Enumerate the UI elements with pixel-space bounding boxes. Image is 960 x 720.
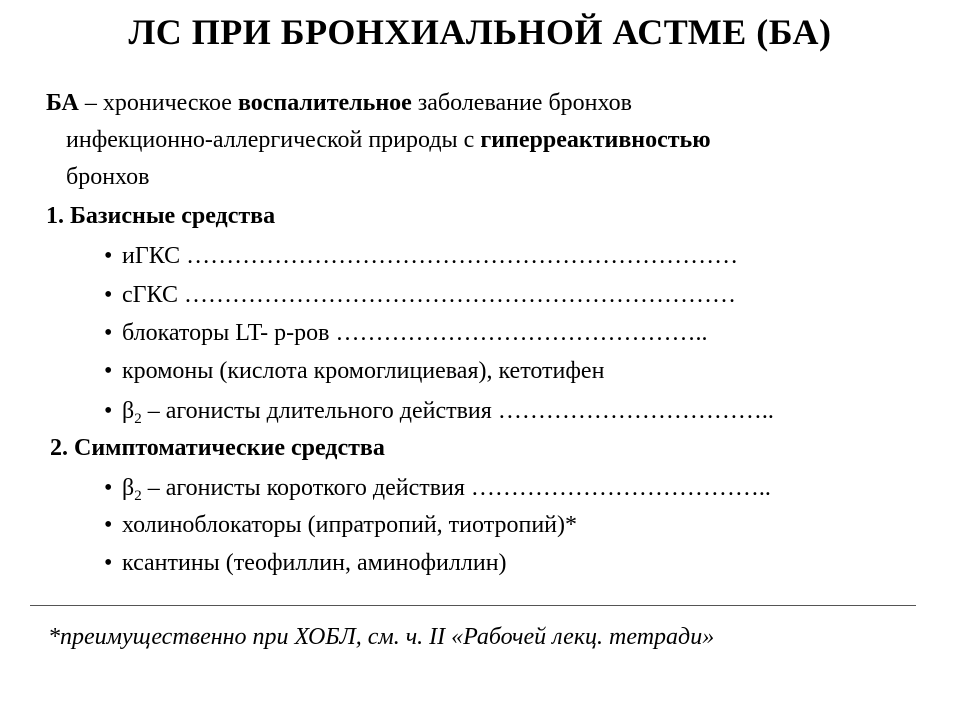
beta-subscript: 2 xyxy=(134,411,142,427)
bullet-icon: • xyxy=(104,358,113,384)
definition-line-1 xyxy=(46,88,632,118)
definition-bold-inflammatory: воспалительное xyxy=(237,90,412,116)
list-item xyxy=(104,548,507,578)
beta-symbol: β xyxy=(122,475,135,501)
list-item-text: иГКС …………………………………………………………… xyxy=(122,243,739,269)
bullet-icon: • xyxy=(104,282,113,308)
list-item-text: – агонисты длительного действия …………………………….. xyxy=(141,398,774,424)
list-item-text: кромоны (кислота кромоглициевая), кетотифен xyxy=(122,358,605,384)
list-item xyxy=(104,241,738,271)
list-item-text: холиноблокаторы (ипратропий, тиотропий)* xyxy=(122,512,577,538)
beta-subscript: 2 xyxy=(134,488,142,504)
bullet-icon: • xyxy=(104,512,113,538)
page-title: ЛС ПРИ БРОНХИАЛЬНОЙ АСТМЕ (БА) xyxy=(128,12,832,52)
list-item-text: ксантины (теофиллин, аминофиллин) xyxy=(122,550,507,576)
definition-line-2 xyxy=(66,125,711,155)
list-item-text: сГКС …………………………………………………………… xyxy=(122,282,736,308)
list-item-text: – агонисты короткого действия ……………………………….. xyxy=(141,475,771,501)
section-heading-basic: 1. Базисные средства xyxy=(46,203,276,229)
list-item xyxy=(104,280,736,310)
footnote: *преимущественно при ХОБЛ, см. ч. II «Рабочей лекц. тетради» xyxy=(48,624,715,650)
bullet-icon: • xyxy=(104,475,113,501)
bullet-icon: • xyxy=(104,243,113,269)
list-item xyxy=(104,356,604,386)
definition-line-3: бронхов xyxy=(66,164,150,190)
definition-text-1: – хроническое xyxy=(78,90,238,116)
footnote-divider xyxy=(30,605,916,606)
beta-symbol: β xyxy=(122,398,135,424)
list-item-text: блокаторы LT- р-ров ……………………………………….. xyxy=(122,320,708,346)
bullet-icon: • xyxy=(104,550,113,576)
definition-text-2: заболевание бронхов xyxy=(411,90,632,116)
list-item xyxy=(104,396,774,426)
definition-term: БА xyxy=(46,90,79,116)
section-heading-symptomatic: 2. Симптоматические средства xyxy=(50,435,385,461)
list-item xyxy=(104,473,771,503)
bullet-icon: • xyxy=(104,320,113,346)
bullet-icon: • xyxy=(104,398,113,424)
definition-bold-hyperreactivity: гиперреактивностью xyxy=(480,127,711,153)
list-item xyxy=(104,318,707,348)
list-item xyxy=(104,510,577,540)
definition-text-3: инфекционно-аллергической природы с xyxy=(66,127,481,153)
